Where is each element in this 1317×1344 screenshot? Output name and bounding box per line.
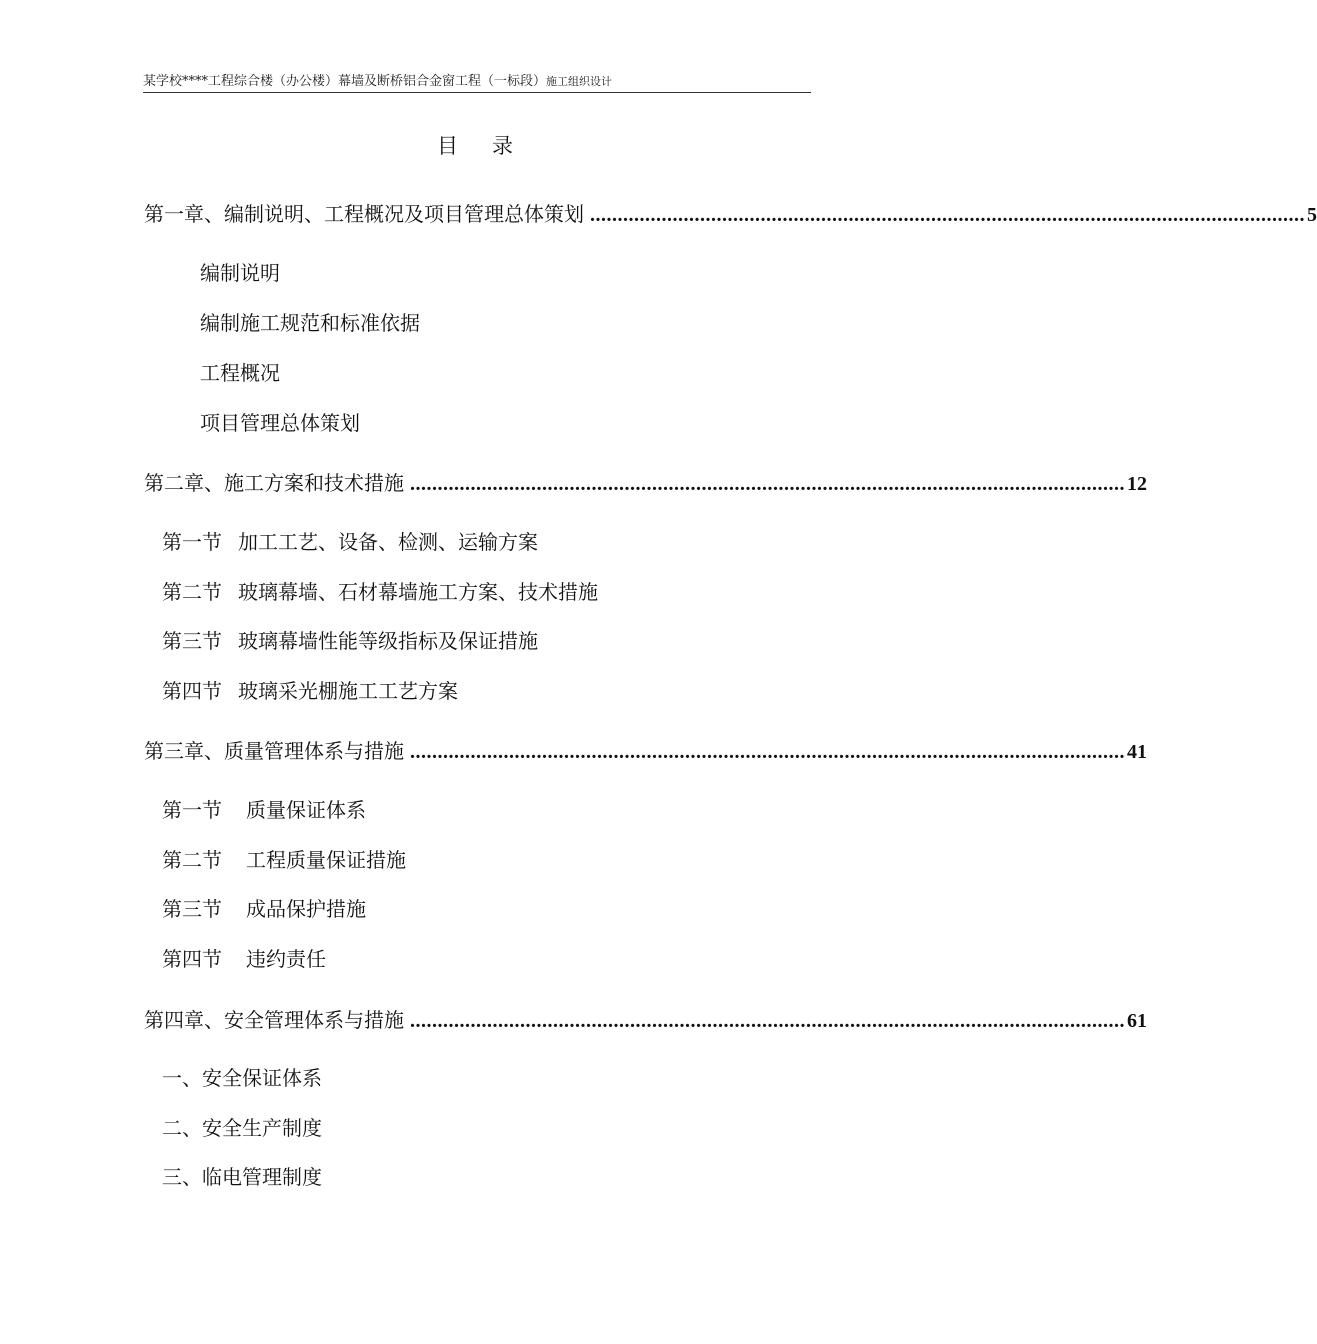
toc-entry[interactable]: 三、临电管理制度 bbox=[162, 1165, 322, 1189]
section-number: 第四节 bbox=[162, 679, 222, 703]
toc-section[interactable] bbox=[162, 845, 406, 875]
section-title: 玻璃幕墙性能等级指标及保证措施 bbox=[238, 629, 538, 653]
page-header bbox=[143, 74, 811, 93]
dot-leader: .................................................................................................................................. bbox=[410, 741, 1125, 763]
dot-leader: .................................................................................................................................. bbox=[410, 1010, 1125, 1032]
page-number: 41 bbox=[1127, 741, 1147, 763]
toc-entry[interactable]: 二、安全生产制度 bbox=[162, 1116, 322, 1140]
toc-section[interactable] bbox=[162, 577, 598, 607]
toc-entry[interactable]: 项目管理总体策划 bbox=[200, 411, 360, 435]
chapter-title: 第三章、质量管理体系与措施 bbox=[144, 739, 404, 763]
section-number: 第二节 bbox=[162, 580, 222, 604]
toc-section[interactable] bbox=[162, 527, 538, 557]
section-title: 工程质量保证措施 bbox=[246, 848, 406, 872]
page-number: 12 bbox=[1127, 473, 1147, 495]
section-title: 玻璃采光棚施工工艺方案 bbox=[238, 679, 458, 703]
section-number: 第三节 bbox=[162, 897, 222, 921]
toc-section[interactable] bbox=[162, 626, 538, 656]
section-title: 质量保证体系 bbox=[246, 798, 366, 822]
toc-chapter-3[interactable] bbox=[144, 736, 1147, 766]
chapter-title: 第二章、施工方案和技术措施 bbox=[144, 471, 404, 495]
toc-title: 目录 bbox=[437, 134, 547, 158]
toc-entry[interactable]: 工程概况 bbox=[200, 361, 280, 385]
page-number: 61 bbox=[1127, 1010, 1147, 1032]
dot-leader: .................................................................................................................................. bbox=[590, 204, 1305, 226]
section-number: 第二节 bbox=[162, 848, 222, 872]
toc-entry[interactable]: 一、安全保证体系 bbox=[162, 1066, 322, 1090]
section-title: 违约责任 bbox=[246, 947, 326, 971]
toc-section[interactable] bbox=[162, 894, 366, 924]
toc-chapter-4[interactable] bbox=[144, 1005, 1147, 1035]
section-title: 成品保护措施 bbox=[246, 897, 366, 921]
toc-entry[interactable]: 编制说明 bbox=[200, 261, 280, 285]
chapter-title: 第四章、安全管理体系与措施 bbox=[144, 1008, 404, 1032]
toc-chapter-1[interactable] bbox=[144, 199, 1317, 229]
section-title: 玻璃幕墙、石材幕墙施工方案、技术措施 bbox=[238, 580, 598, 604]
header-subtitle: 施工组织设计 bbox=[546, 75, 613, 88]
dot-leader: .................................................................................................................................. bbox=[410, 473, 1125, 495]
section-number: 第四节 bbox=[162, 947, 222, 971]
toc-section[interactable] bbox=[162, 944, 326, 974]
toc-chapter-2[interactable] bbox=[144, 468, 1147, 498]
toc-section[interactable] bbox=[162, 676, 458, 706]
section-number: 第一节 bbox=[162, 798, 222, 822]
section-number: 第三节 bbox=[162, 629, 222, 653]
chapter-title: 第一章、编制说明、工程概况及项目管理总体策划 bbox=[144, 202, 584, 226]
page-number: 5 bbox=[1307, 204, 1317, 226]
section-number: 第一节 bbox=[162, 530, 222, 554]
section-title: 加工工艺、设备、检测、运输方案 bbox=[238, 530, 538, 554]
toc-entry[interactable]: 编制施工规范和标准依据 bbox=[200, 311, 420, 335]
toc-section[interactable] bbox=[162, 795, 366, 825]
header-title: 某学校****工程综合楼（办公楼）幕墙及断桥铝合金窗工程（一标段） bbox=[143, 74, 547, 89]
